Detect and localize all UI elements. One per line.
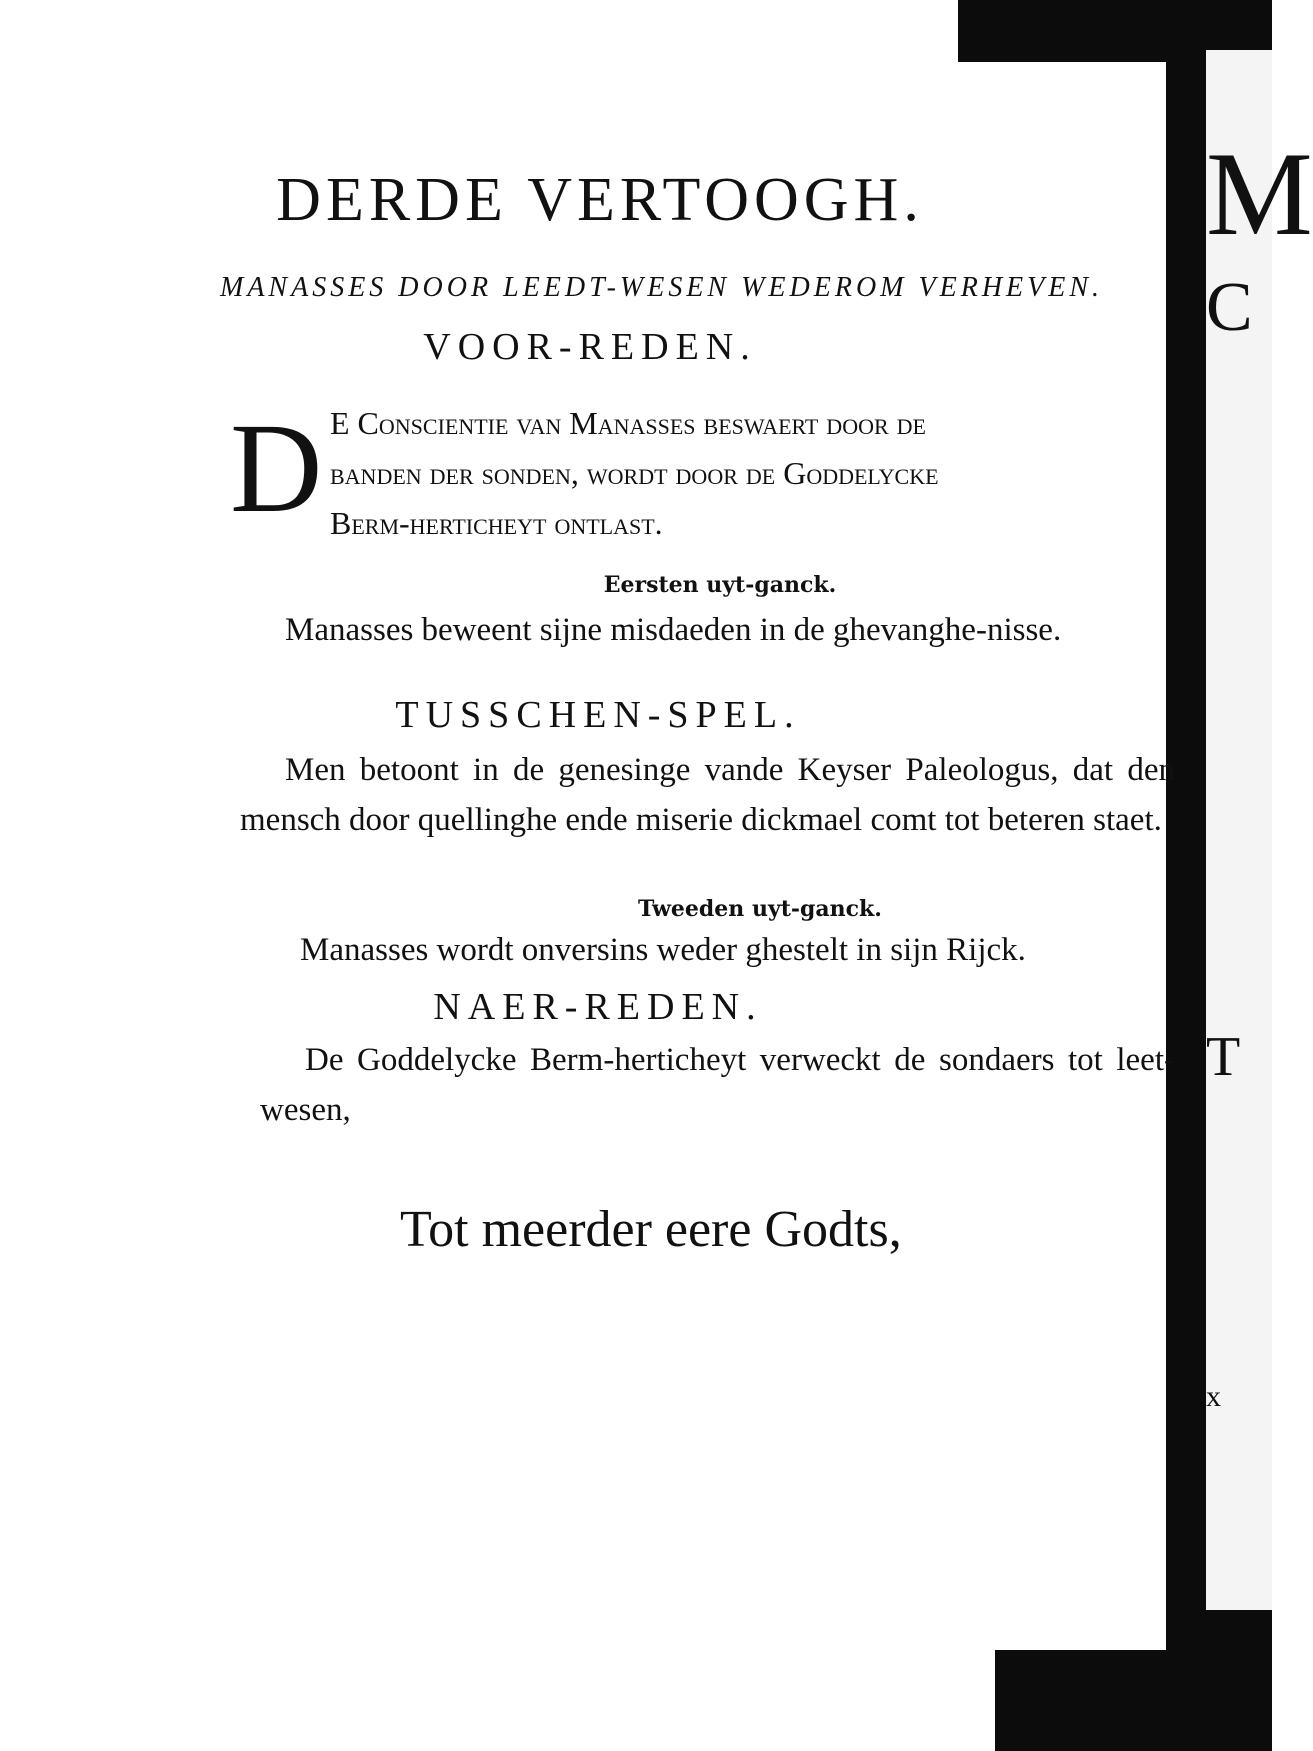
section-heading-naer-reden: NAER-REDEN. (433, 986, 763, 1028)
section-heading-tusschen-spel: TUSSCHEN-SPEL. (395, 694, 801, 736)
adjacent-letter: C (1206, 269, 1253, 346)
page-subtitle: MANASSES DOOR LEEDT-WESEN WEDEROM VERHEVEN. (220, 272, 1104, 303)
section-heading-voor-reden: VOOR-REDEN. (423, 326, 757, 368)
adjacent-letter: T (1206, 1026, 1241, 1088)
closing-motto: Tot meerder eere Godts, (400, 1201, 902, 1258)
page-title: DERDE VERTOOGH. (276, 166, 924, 234)
act-1-text: Manasses beweent sijne misdaeden in de ghevanghe-nisse. (285, 612, 1062, 648)
adjacent-letter: M (1206, 127, 1313, 260)
act-2-label: Tweeden uyt-ganck. (638, 896, 882, 922)
act-1-label: Eersten uyt-ganck. (603, 572, 837, 598)
tusschen-spel-text: Men betoont in de genesinge vande Keyser Paleologus, dat den mensch door quellinghe ende miserie dickmael comt tot beteren staet. (240, 752, 1175, 838)
voor-reden-line: banden der sonden, wordt door de Goddelycke (330, 455, 939, 491)
voor-reden-line: E Conscientie van Manasses beswaert door de (330, 405, 926, 441)
adjacent-page-edge (1206, 50, 1313, 1610)
voor-reden-text (330, 398, 1170, 548)
act-2-text: Manasses wordt onversins weder ghestelt in sijn Rijck. (300, 932, 1026, 968)
drop-cap-initial: D (230, 397, 323, 539)
voor-reden-line: Berm-herticheyt ontlast. (330, 505, 663, 541)
naer-reden-text: De Goddelycke Berm-herticheyt verweckt de sondaers tot leet-wesen, (260, 1042, 1175, 1128)
adjacent-letter: x (1206, 1380, 1221, 1413)
